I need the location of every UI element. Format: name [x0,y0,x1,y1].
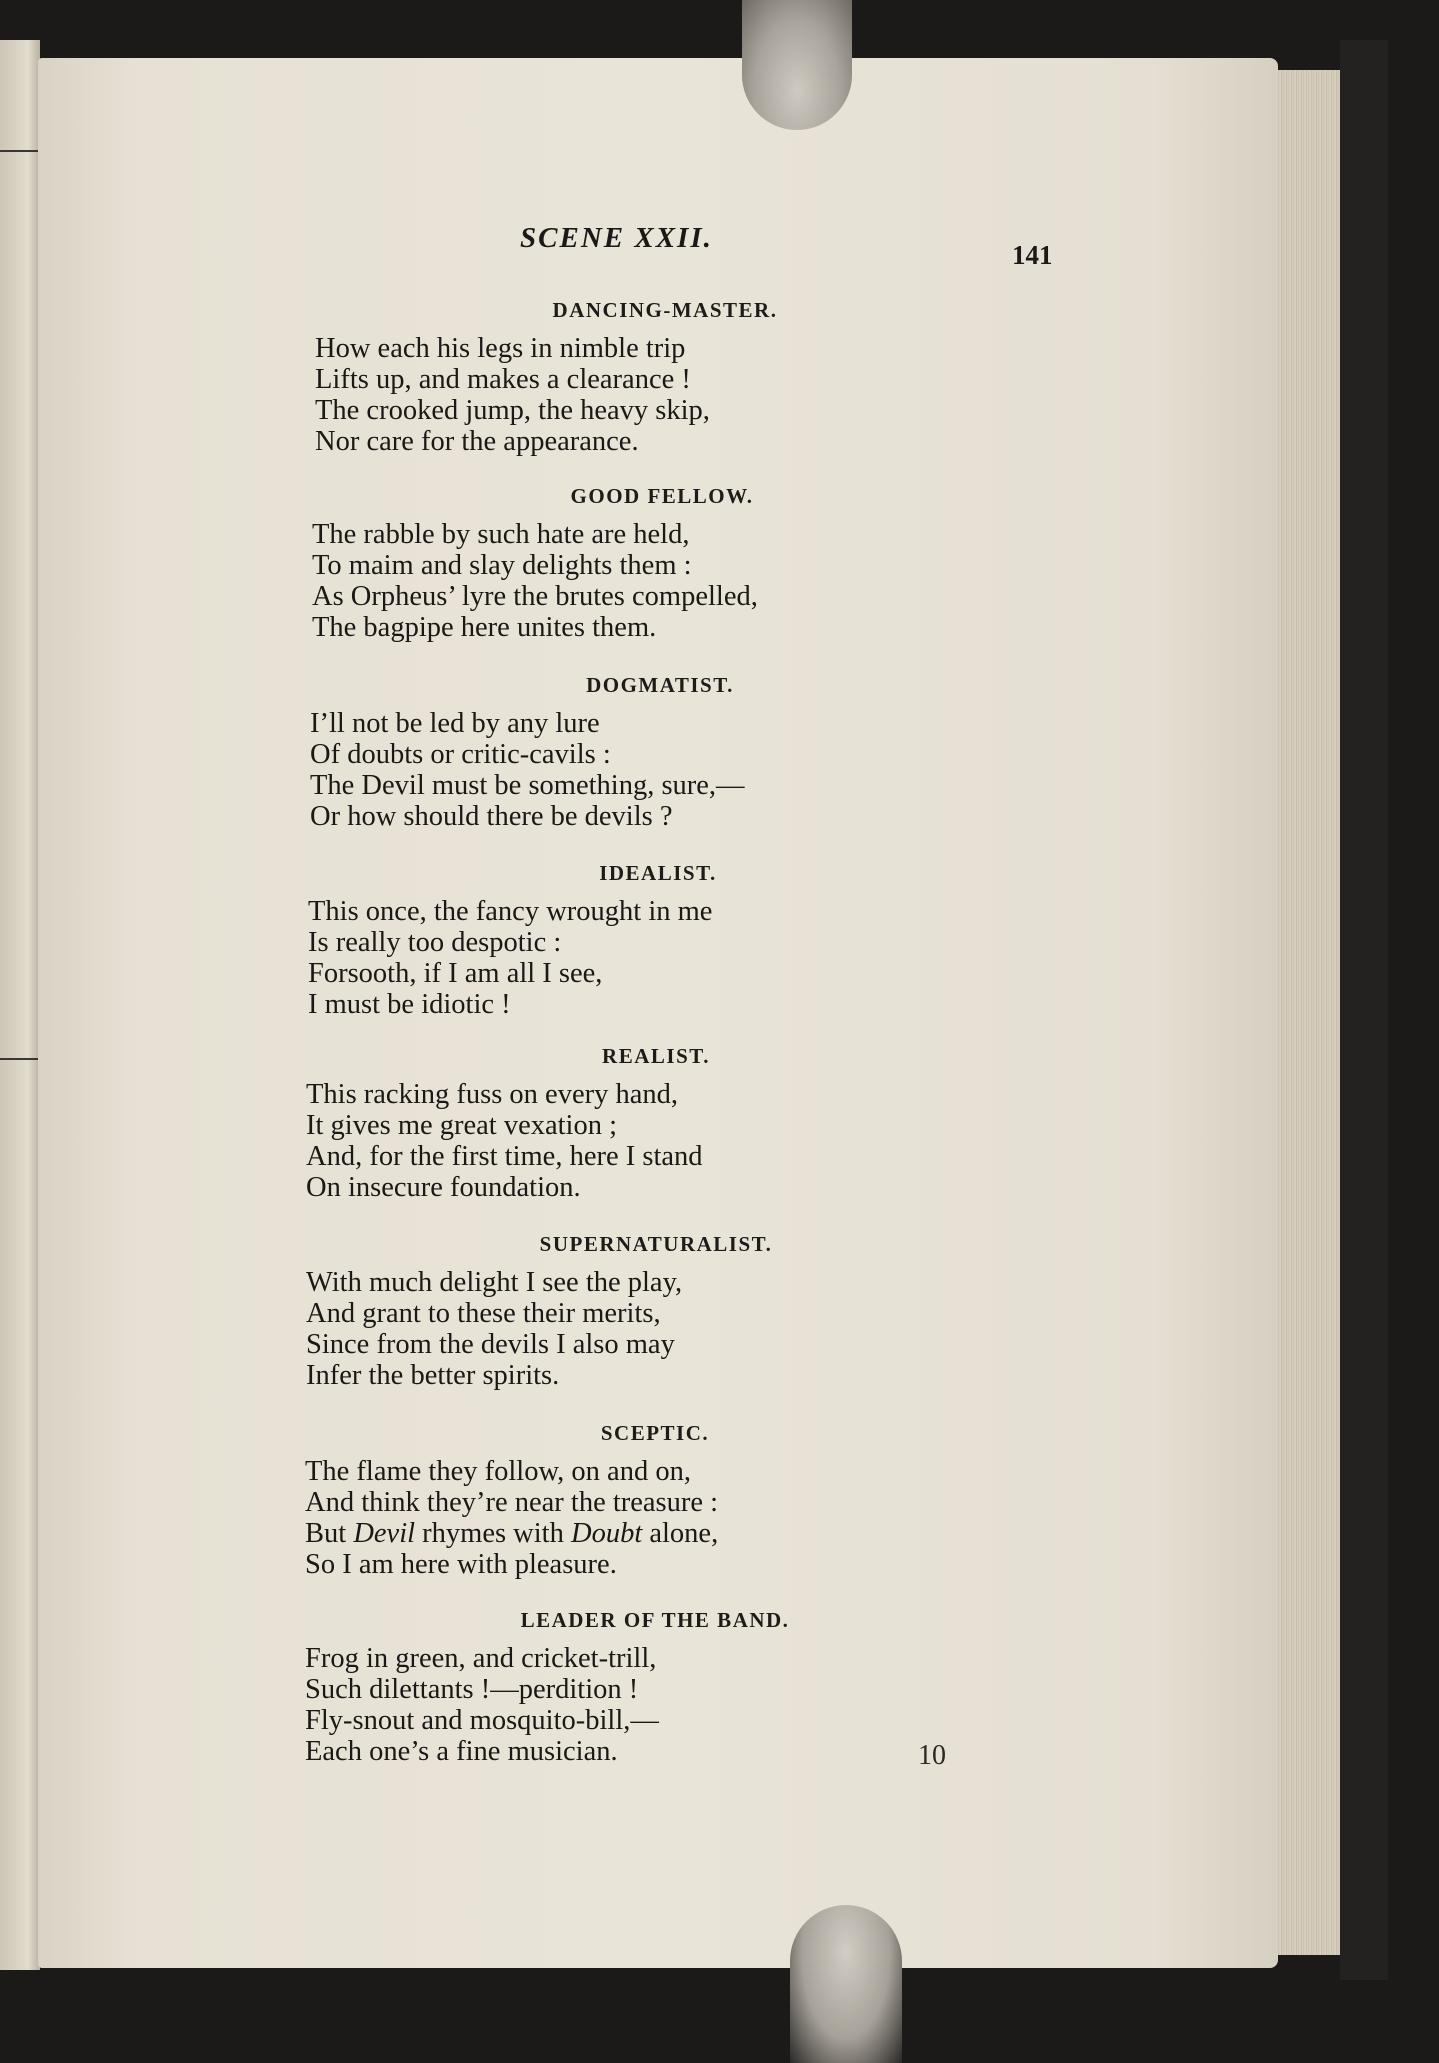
speaker-name: REALIST. [602,1044,710,1068]
verse-line: To maim and slay delights them : [312,550,692,581]
verse-line: Each one’s a fine musician. [305,1736,618,1767]
verse-line: The rabble by such hate are held, [312,519,690,550]
speaker-name: GOOD FELLOW. [570,484,754,508]
signature-mark: 10 [918,1740,946,1771]
verse-line: On insecure foundation. [306,1172,581,1203]
book-cover-edge [1340,40,1388,1980]
verse-line: How each his legs in nimble trip [315,333,686,364]
verse-line: The crooked jump, the heavy skip, [315,395,710,426]
verse-line: Frog in green, and cricket-trill, [305,1643,657,1674]
verse-line: Nor care for the appearance. [315,426,639,457]
italic-word: Doubt [570,1518,643,1549]
verse-line: So I am here with pleasure. [305,1549,617,1580]
verse-line: And think they’re near the treasure : [305,1487,719,1518]
verse-line: This racking fuss on every hand, [306,1079,678,1110]
stanza-idealist [308,861,1008,1020]
speaker-name: SUPERNATURALIST. [539,1232,773,1256]
stanza-sceptic [305,1421,1005,1580]
verse-line: Of doubts or critic-cavils : [310,739,611,770]
verse-line: Is really too despotic : [308,927,562,958]
left-page-rule [0,150,40,152]
verse-line: Since from the devils I also may [306,1329,675,1360]
running-head: SCENE XXII. [520,222,713,254]
verse-line: This once, the fancy wrought in me [308,896,713,927]
stanza-leader-of-the-band [305,1608,1005,1767]
stanza-realist [306,1044,1006,1203]
verse-line: Or how should there be devils ? [310,801,673,832]
left-page-edge [0,40,40,1970]
verse-line: Fly-snout and mosquito-bill,— [305,1705,659,1736]
verse-line: The Devil must be something, sure,— [310,770,745,801]
verse-line: The flame they follow, on and on, [305,1456,691,1487]
verse-line: Lifts up, and makes a clearance ! [315,364,691,395]
speaker-name: SCEPTIC. [600,1421,710,1445]
speaker-name: LEADER OF THE BAND. [520,1608,790,1632]
speaker-name: DANCING-MASTER. [552,298,778,322]
italic-word: Devil [353,1518,416,1549]
verse-line: I must be idiotic ! [308,989,511,1020]
verse-text: rhymes with [415,1518,571,1549]
verse-line: It gives me great vexation ; [306,1110,618,1141]
verse-line: Such dilettants !—perdition ! [305,1674,639,1705]
stanza-dancing-master [315,298,1015,457]
page-number: 141 [1012,240,1053,270]
verse-line: Forsooth, if I am all I see, [308,958,603,989]
verse-line: Infer the better spirits. [306,1360,560,1391]
left-page-rule [0,1058,40,1060]
speaker-name: DOGMATIST. [586,673,734,697]
verse-line: I’ll not be led by any lure [310,708,600,739]
top-page-clip [742,0,852,130]
verse-line: The bagpipe here unites them. [312,612,657,643]
verse-text: alone, [642,1518,719,1549]
verse-line: With much delight I see the play, [306,1267,683,1298]
verse-text: But [305,1518,354,1549]
verse-line: And, for the first time, here I stand [306,1141,703,1172]
stanza-dogmatist [310,673,1010,832]
speaker-name: IDEALIST. [599,861,717,885]
verse-line: As Orpheus’ lyre the brutes compelled, [312,581,758,612]
verse-line: And grant to these their merits, [306,1298,661,1329]
bottom-page-clip [790,1905,902,2063]
verse-line-with-italics [305,1518,1005,1549]
stanza-good-fellow [312,484,1012,643]
stanza-supernaturalist [306,1232,1006,1391]
